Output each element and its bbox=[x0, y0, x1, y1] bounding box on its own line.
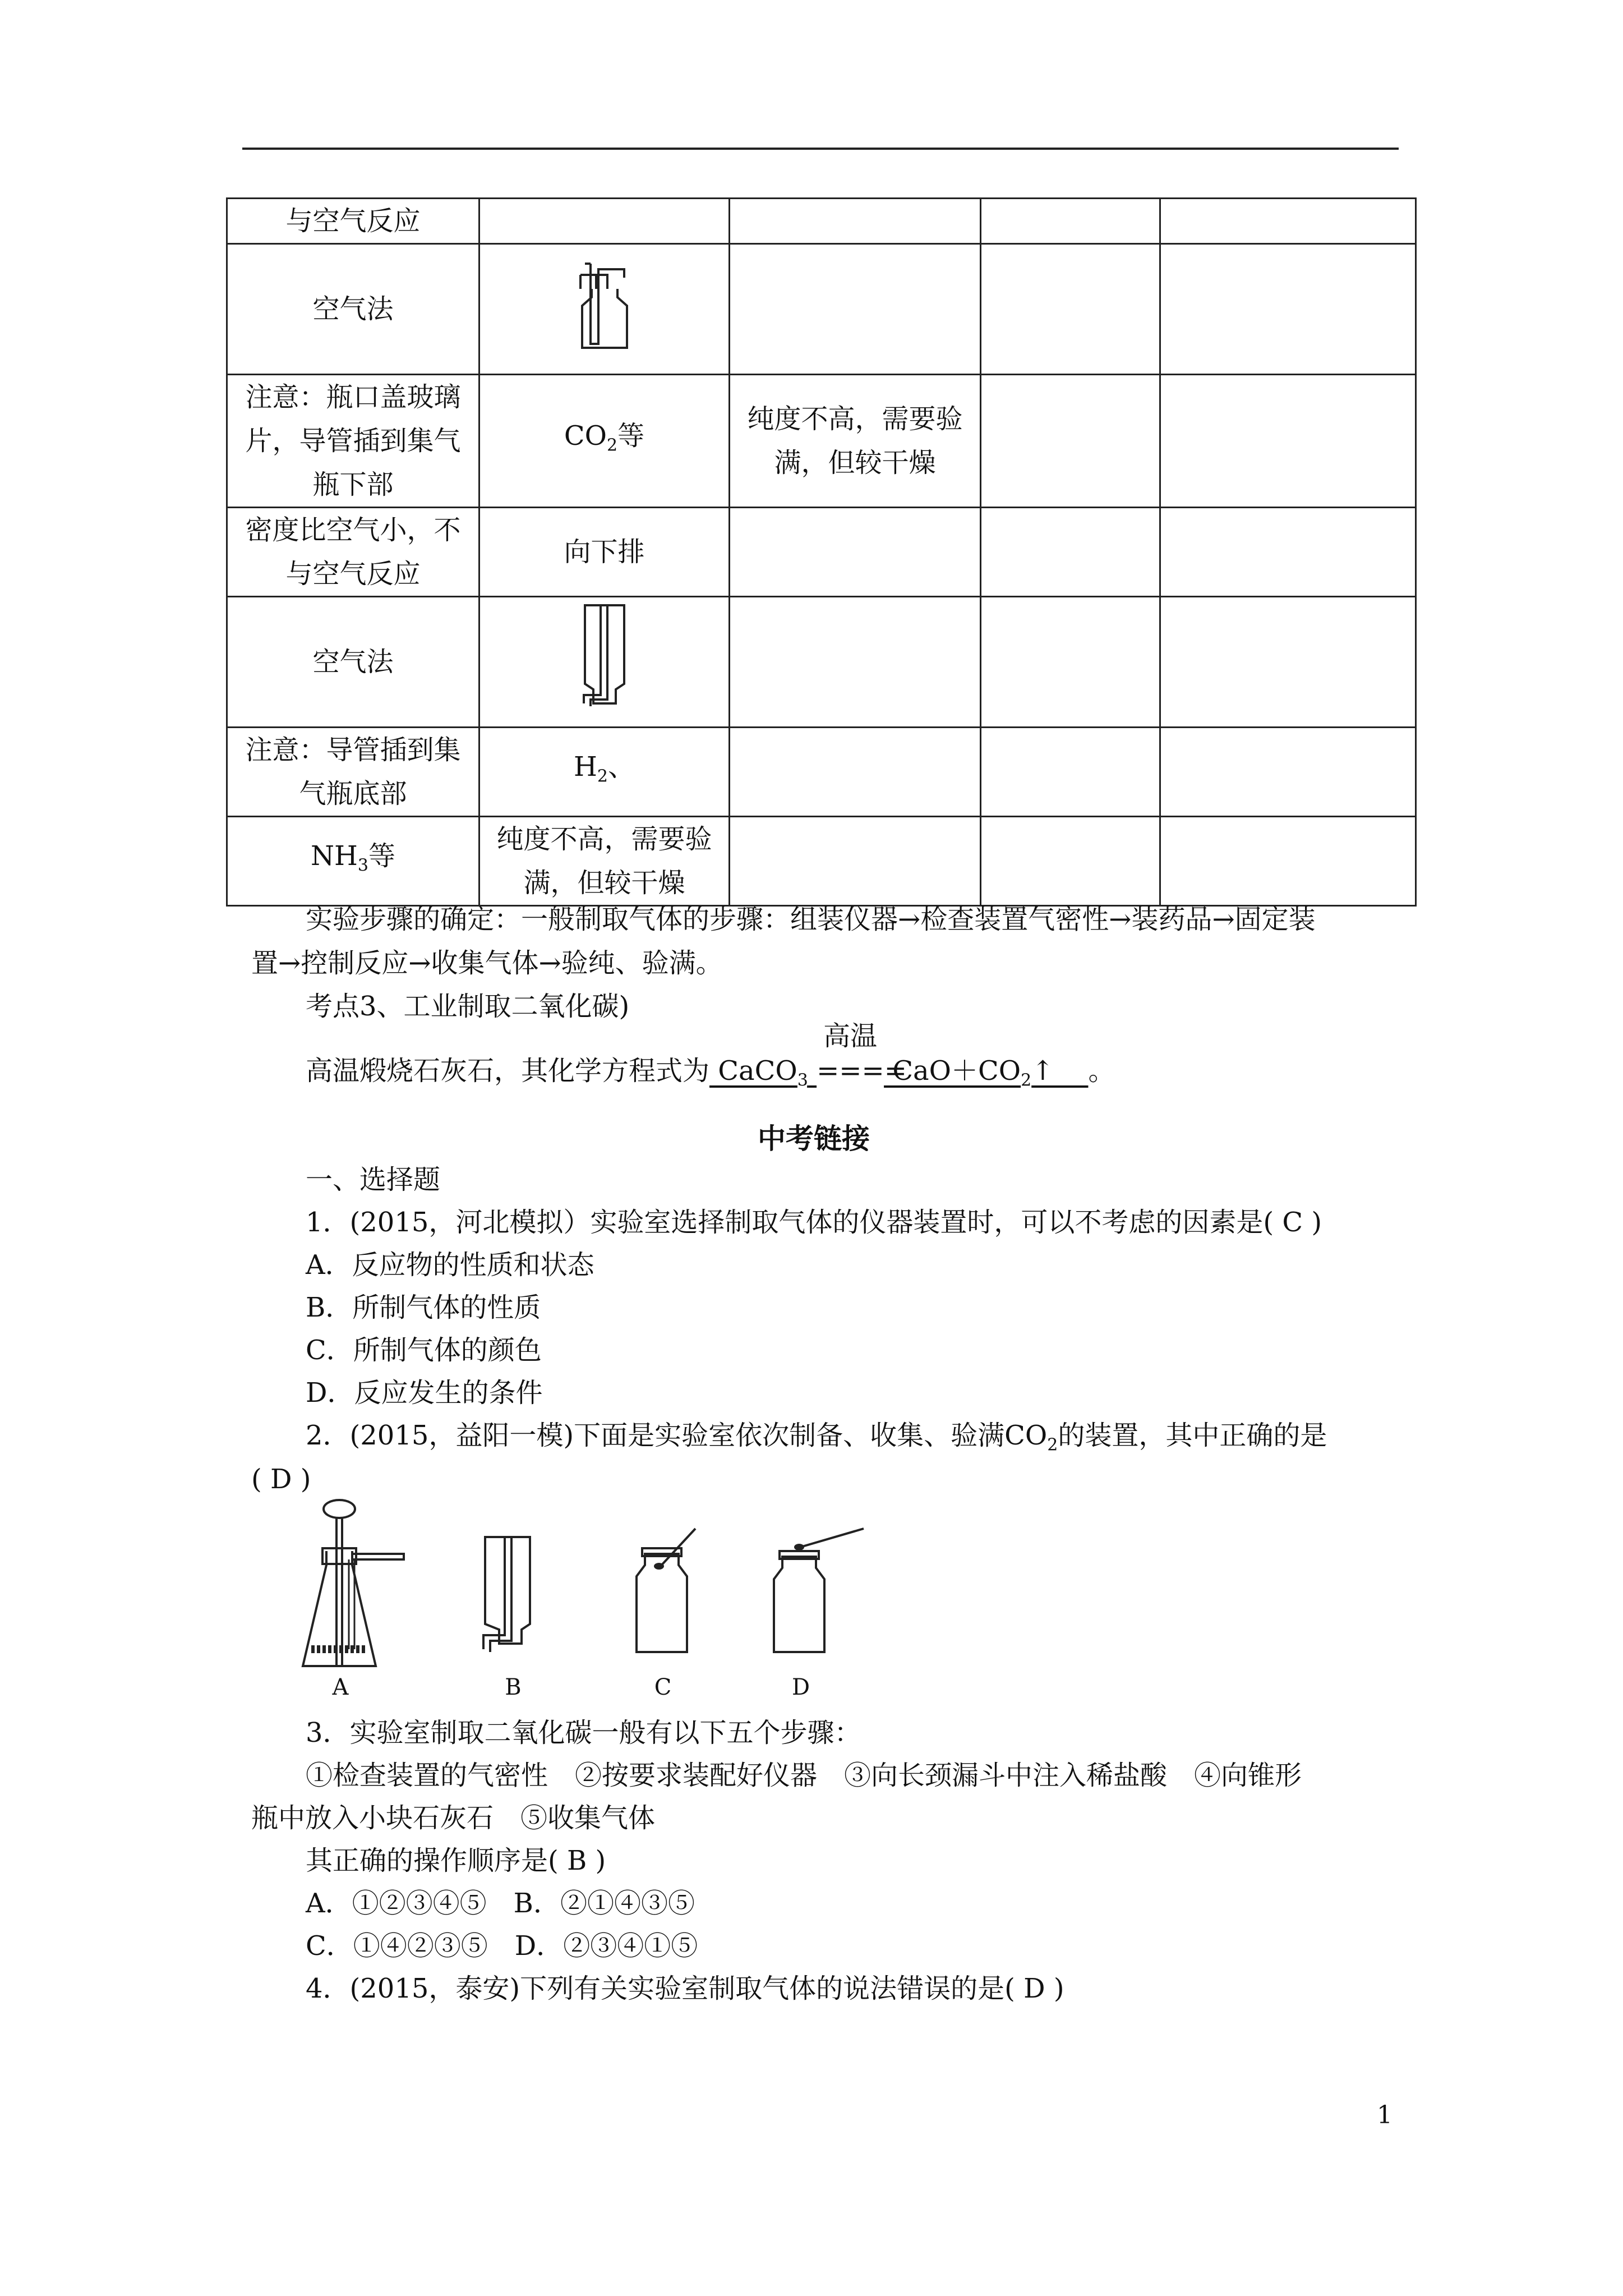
table-cell bbox=[730, 244, 981, 375]
table-cell: $H_2$、 bbox=[479, 728, 730, 817]
table-cell: 纯度不高，需要验满，但较干燥 bbox=[730, 375, 981, 508]
table-cell: 与空气反应 bbox=[227, 199, 479, 244]
apparatus-d-icon bbox=[766, 1526, 872, 1660]
table-row bbox=[227, 244, 1416, 375]
section-title: 中考链接 bbox=[758, 1122, 870, 1155]
question-2-line-1: 2．(2015，益阳一模)下面是实验室依次制备、收集、验满$CO_2$的装置，其中正确的是 bbox=[306, 1420, 1327, 1455]
steps-line-1: 实验步骤的确定：一般制取气体的步骤：组装仪器→检查装置气密性→装药品→固定装 bbox=[306, 904, 1316, 935]
question-3: 3．实验室制取二氧化碳一般有以下五个步骤： bbox=[306, 1717, 861, 1749]
gas-jar-upward-delivery-icon bbox=[574, 255, 635, 351]
table-cell bbox=[981, 244, 1160, 375]
table-cell bbox=[1160, 244, 1416, 375]
steps-line-2: 置→控制反应→收集气体→验纯、验满。 bbox=[251, 947, 723, 979]
table-cell: 密度比空气小，不与空气反应 bbox=[227, 508, 479, 597]
equation-left: CaCO$_3$ bbox=[709, 1055, 808, 1091]
table-cell bbox=[730, 817, 981, 906]
equals-sign: ==== bbox=[817, 1055, 907, 1087]
question-2-line-2: ( D ) bbox=[251, 1464, 311, 1495]
equation-line bbox=[306, 1020, 1115, 1103]
equation-suffix: 。 bbox=[1088, 1055, 1115, 1087]
table-row bbox=[227, 375, 1416, 508]
table-cell bbox=[1160, 817, 1416, 906]
apparatus-c-icon bbox=[628, 1526, 712, 1660]
equation-right: $CaO+CO_2↑$ bbox=[884, 1055, 1089, 1091]
kaodian-3: 考点3、工业制取二氧化碳) bbox=[306, 991, 630, 1022]
table-row bbox=[227, 728, 1416, 817]
table-row bbox=[227, 817, 1416, 906]
apparatus-b-icon bbox=[477, 1531, 544, 1660]
q1-option-a: A．反应物的性质和状态 bbox=[306, 1249, 594, 1281]
table-cell bbox=[1160, 597, 1416, 728]
question-4: 4．(2015，泰安)下列有关实验室制取气体的说法错误的是( D ) bbox=[306, 1973, 1064, 2004]
table-cell bbox=[730, 728, 981, 817]
table-cell bbox=[730, 199, 981, 244]
table-cell bbox=[1160, 199, 1416, 244]
table-cell bbox=[981, 817, 1160, 906]
table-row bbox=[227, 199, 1416, 244]
figure-label: C bbox=[654, 1674, 672, 1700]
table-cell bbox=[981, 375, 1160, 508]
table-cell bbox=[1160, 728, 1416, 817]
q3-ask: 其正确的操作顺序是( B ) bbox=[306, 1845, 606, 1876]
table-cell bbox=[981, 199, 1160, 244]
table-row bbox=[227, 597, 1416, 728]
q3-steps-line-2: 瓶中放入小块石灰石 ⑤收集气体 bbox=[251, 1802, 656, 1834]
q3-steps-line-1: ①检查装置的气密性 ②按要求装配好仪器 ③向长颈漏斗中注入稀盐酸 ④向锥形 bbox=[306, 1760, 1302, 1791]
q1-option-c: C．所制气体的颜色 bbox=[306, 1335, 542, 1366]
question-1: 1．(2015，河北模拟）实验室选择制取气体的仪器装置时，可以不考虑的因素是( C ) bbox=[306, 1207, 1322, 1238]
table-cell bbox=[479, 597, 730, 728]
apparatus-a-icon bbox=[297, 1498, 432, 1683]
table-cell: $CO_2$等 bbox=[479, 375, 730, 508]
table-cell: 纯度不高，需要验满，但较干燥 bbox=[479, 817, 730, 906]
table-cell: 空气法 bbox=[227, 244, 479, 375]
table-cell bbox=[981, 597, 1160, 728]
q1-option-d: D．反应发生的条件 bbox=[306, 1377, 543, 1409]
figure-label: A bbox=[332, 1674, 349, 1700]
table-cell: $NH_3$等 bbox=[227, 817, 479, 906]
table-cell bbox=[479, 244, 730, 375]
equation-prefix: 高温煅烧石灰石，其化学方程式为 bbox=[306, 1055, 710, 1087]
table-cell bbox=[730, 508, 981, 597]
equation-condition: 高温 bbox=[823, 1020, 878, 1052]
table-cell: 注意：瓶口盖玻璃片，导管插到集气瓶下部 bbox=[227, 375, 479, 508]
table-cell: 注意：导管插到集气瓶底部 bbox=[227, 728, 479, 817]
table-cell bbox=[730, 597, 981, 728]
table-cell bbox=[1160, 375, 1416, 508]
table-cell bbox=[1160, 508, 1416, 597]
table-row bbox=[227, 508, 1416, 597]
gas-collection-table bbox=[226, 197, 1417, 907]
table-cell bbox=[981, 508, 1160, 597]
gas-jar-downward-delivery-icon bbox=[574, 600, 635, 712]
figure-label: D bbox=[791, 1674, 810, 1700]
table-cell: 向下排 bbox=[479, 508, 730, 597]
part-heading: 一、选择题 bbox=[306, 1164, 441, 1195]
table-cell: 空气法 bbox=[227, 597, 479, 728]
q1-option-b: B．所制气体的性质 bbox=[306, 1292, 541, 1323]
page-number: 1 bbox=[1377, 2101, 1393, 2129]
q3-options-ab: A．①②③④⑤ B．②①④③⑤ bbox=[306, 1888, 695, 1919]
equation-condition-wrap bbox=[817, 1020, 907, 1093]
header-rule bbox=[242, 148, 1399, 150]
figure-label: B bbox=[505, 1674, 522, 1700]
q3-options-cd: C．①④②③⑤ D．②③④①⑤ bbox=[306, 1930, 698, 1962]
table-cell bbox=[981, 728, 1160, 817]
table-cell bbox=[479, 199, 730, 244]
